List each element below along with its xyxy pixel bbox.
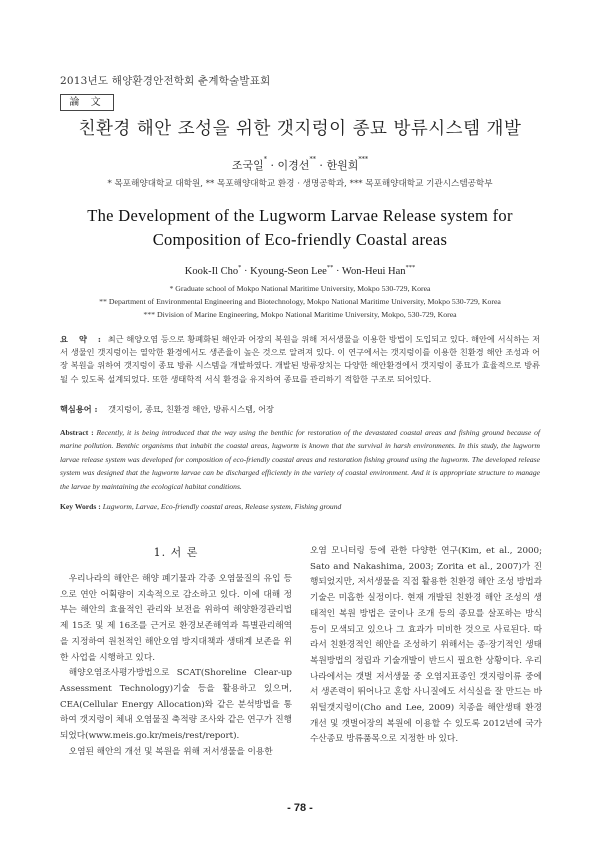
author-separator: · (267, 159, 278, 172)
author-separator: · (241, 266, 251, 277)
author-name: Won-Heui Han (341, 266, 406, 277)
body-paragraph: 우리나라의 해안은 해양 폐기물과 각종 오염물질의 유입 등으로 연안 어획량이 지속적으로 감소하고 있다. 이에 대해 정부는 해안의 효율적인 관리와 보전을 위하여 해양환경관리법 제 15조 및 제 16조를 근거로 환경보존해역과 특별관리해역을 지정하여 원천적인 해안오염 방지대책과 생태계 보존을 위한 사업을 시행하고 있다. (60, 574, 292, 663)
korean-abstract-text: 최근 해양오염 등으로 황폐화된 해안과 어장의 복원을 위해 저서생물을 이용한 방법이 도입되고 있다. 해안에 서식하는 저서 생물인 갯지렁이는 열악한 환경에서도 생존율이 높은 것으로 알려져 있다. 이 연구에서는 갯지렁이를 이용한 친환경 해안 조성과 어장 복원을 위하여 갯지렁이 종묘 방류 시스템을 개발하였다. 개발된 방류장치는 다양한 해안환경에서 갯지렁이 종묘가 효율적으로 방류 될 수 있도록 설계되었다. 또한 생태학적 서식 환경을 유지하여 종묘를 관리하기 적합한 구조로 되어있다. (60, 334, 540, 384)
english-affiliation: * Graduate school of Mokpo National Maritime University, Mokpo 530-729, Korea (169, 284, 431, 293)
author-separator: · (333, 266, 342, 277)
affiliation-mark: *** (405, 264, 416, 271)
korean-authors (0, 157, 600, 173)
english-abstract (60, 426, 540, 493)
korean-abstract-label: 요 약 : (60, 334, 105, 344)
english-title-line: Composition of Eco-friendly Coastal areas (152, 230, 448, 249)
korean-keywords-label: 핵심용어 : (60, 404, 98, 414)
section-heading: 1. 서 론 (153, 546, 199, 559)
english-authors (0, 266, 600, 277)
author-name: 이경선 (277, 159, 310, 172)
affiliation-mark: * (238, 264, 242, 271)
body-paragraph: 오염된 해안의 개선 및 복원을 위해 저서생물을 이용한 (68, 746, 273, 757)
korean-keywords (60, 404, 540, 415)
affiliation-mark: ** (309, 155, 316, 163)
author-separator: · (315, 159, 327, 172)
author-name: Kyoung-Seon Lee (250, 266, 327, 277)
korean-affiliations: * 목포해양대학교 대학원, ** 목포해양대학교 환경 · 생명공학과, *** 목포해양대학교 기관시스템공학부 (107, 179, 493, 189)
affiliation-mark: *** (358, 155, 369, 163)
korean-abstract (60, 333, 540, 386)
author-name: Kook-Il Cho (184, 266, 239, 277)
section-tag: 論 文 (60, 94, 114, 111)
korean-title: 친환경 해안 조성을 위한 갯지렁이 종묘 방류시스템 개발 (78, 119, 522, 139)
conference-header: 2013년도 해양환경안전학회 춘계학술발표회 (60, 75, 271, 87)
author-name: 조국일 (231, 159, 264, 172)
english-keywords-text: Lugworm, Larvae, Eco-friendly coastal areas, Release system, Fishing ground (102, 502, 342, 511)
english-title-line: The Development of the Lugworm Larvae Release system for (87, 206, 513, 225)
body-column-right (310, 544, 542, 748)
affiliation-mark: * (263, 155, 268, 163)
body-column-left (60, 572, 292, 760)
affiliation-mark: ** (326, 264, 334, 271)
english-abstract-text: Recently, it is being introduced that the way using the benthic for restoration of the devastated coastal areas and fishing ground because of marine pollution. Benthic organisms that inhabit the coastal areas, lugworm is known that the survival in harsh environments. In this study, the lugworm larvae release system was developed for composition of eco-friendly coastal areas and restoration fishing ground using the lugworm. The developed release system was designed that the lugworm larvae can be discharged efficiently in the variety of coastal environment. And it is appropriate structure to manage the larvae by maintaining the ecological habitat conditions. (60, 428, 540, 491)
english-affiliation: ** Department of Environmental Engineering and Biotechnology, Mokpo National Maritime University, Mokpo 530-729, Korea (99, 297, 501, 306)
author-name: 한원희 (326, 159, 359, 172)
english-keywords-label: Key Words : (60, 502, 101, 511)
english-affiliation: *** Division of Marine Engineering, Mokpo National Maritime University, Mokpo, 530-729, Korea (143, 310, 457, 319)
english-keywords (60, 502, 540, 511)
korean-keywords-text: 갯지렁이, 종묘, 친환경 해안, 방류시스템, 어장 (108, 404, 274, 414)
page-number: - 78 - (287, 802, 313, 814)
english-abstract-label: Abstract : (60, 428, 94, 437)
body-paragraph: 해양오염조사평가방법으로 SCAT(Shoreline Clear-up Assessment Technology)기술 등을 활용하고 있으며, CEA(Cellular Energy Allocation)와 같은 분석방법을 통하여 갯지렁이 체내 오염물질 축적량 조사와 같은 연구가 진행 되었다(www.meis.go.kr/meis/rest/report). (60, 668, 292, 742)
body-paragraph: 오염 모니터링 등에 관한 다양한 연구(Kim, et al., 2000; Sato and Nakashima, 2003; Zorita et al., 2007)가 진행되었지만, 저서생물을 직접 활용한 친환경 해안 조성 방법과 기술은 미흡한 실정이다. 현재 개발된 친환경 해안 조성의 생태적인 복원 방법은 굴이나 조개 등의 종묘를 살포하는 방식 등이 모색되고 있으나 그 효과가 미비한 것으로 사료된다. 따라서 친환경적인 해안을 조성하기 위해서는 종·장기적인 생태 복원방법의 정립과 기술개발이 반드시 필요한 상황이다. 우리나라에서는 갯벌 저서생물 중 오염지표종인 갯지렁이류 중에서 생존력이 뛰어나고 혼합 사니질에도 서식실을 잘 만드는 바위털갯지렁이(Cho and Lee, 2009) 치종을 해안생태 환경 개선 및 갯벌어장의 복원에 이용할 수 있도록 2012년에 국가 수산종묘 방류품목으로 지정한 바 있다. (310, 546, 542, 745)
